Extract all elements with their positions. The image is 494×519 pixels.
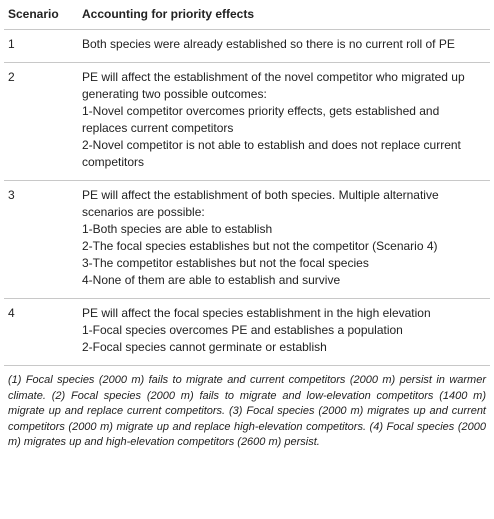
description-line: 1-Focal species overcomes PE and establishes a population	[82, 323, 403, 337]
scenario-number: 1	[4, 30, 78, 63]
table-footnote: (1) Focal species (2000 m) fails to migrate and current competitors (2000 m) persist in warmer climate. (2) Focal species (2000 m) fails to migrate and low-elevation competitors (1400 m) migrate up and replace current competitors. (3) Focal species (2000 m) migrates up and current competitors (2000 m) migrate up and replace high-elevation competitors. (4) Focal species (2000 m) migrates up and high-elevation competitors (2600 m) persist.	[8, 374, 486, 448]
description-line: PE will affect the focal species establishment in the high elevation	[82, 306, 431, 320]
table-row	[4, 30, 490, 63]
description-line: 3-The competitor establishes but not the focal species	[82, 256, 369, 270]
description-line: 1-Both species are able to establish	[82, 222, 273, 236]
description-line: Both species were already established so there is no current roll of PE	[82, 37, 455, 51]
header-scenario: Scenario	[4, 0, 78, 30]
scenario-description	[78, 63, 490, 181]
table-row	[4, 299, 490, 366]
description-line: 1-Novel competitor overcomes priority effects, gets established and replaces current competitors	[82, 104, 440, 135]
description-line: 4-None of them are able to establish and survive	[82, 273, 341, 287]
header-priority-effects: Accounting for priority effects	[78, 0, 490, 30]
scenario-description	[78, 181, 490, 299]
scenario-number: 2	[4, 63, 78, 181]
description-line: 2-Novel competitor is not able to establish and does not replace current competitors	[82, 138, 461, 169]
description-line: 2-Focal species cannot germinate or establish	[82, 340, 327, 354]
description-line: PE will affect the establishment of both species. Multiple alternative scenarios are possible:	[82, 188, 439, 219]
description-line: PE will affect the establishment of the novel competitor who migrated up generating two possible outcomes:	[82, 70, 465, 101]
table-row	[4, 181, 490, 299]
scenario-table	[4, 0, 490, 366]
scenario-description	[78, 30, 490, 63]
table-header-row	[4, 0, 490, 30]
description-line: 2-The focal species establishes but not the competitor (Scenario 4)	[82, 239, 438, 253]
scenario-description	[78, 299, 490, 366]
scenario-number: 3	[4, 181, 78, 299]
table-row	[4, 63, 490, 181]
scenario-number: 4	[4, 299, 78, 366]
